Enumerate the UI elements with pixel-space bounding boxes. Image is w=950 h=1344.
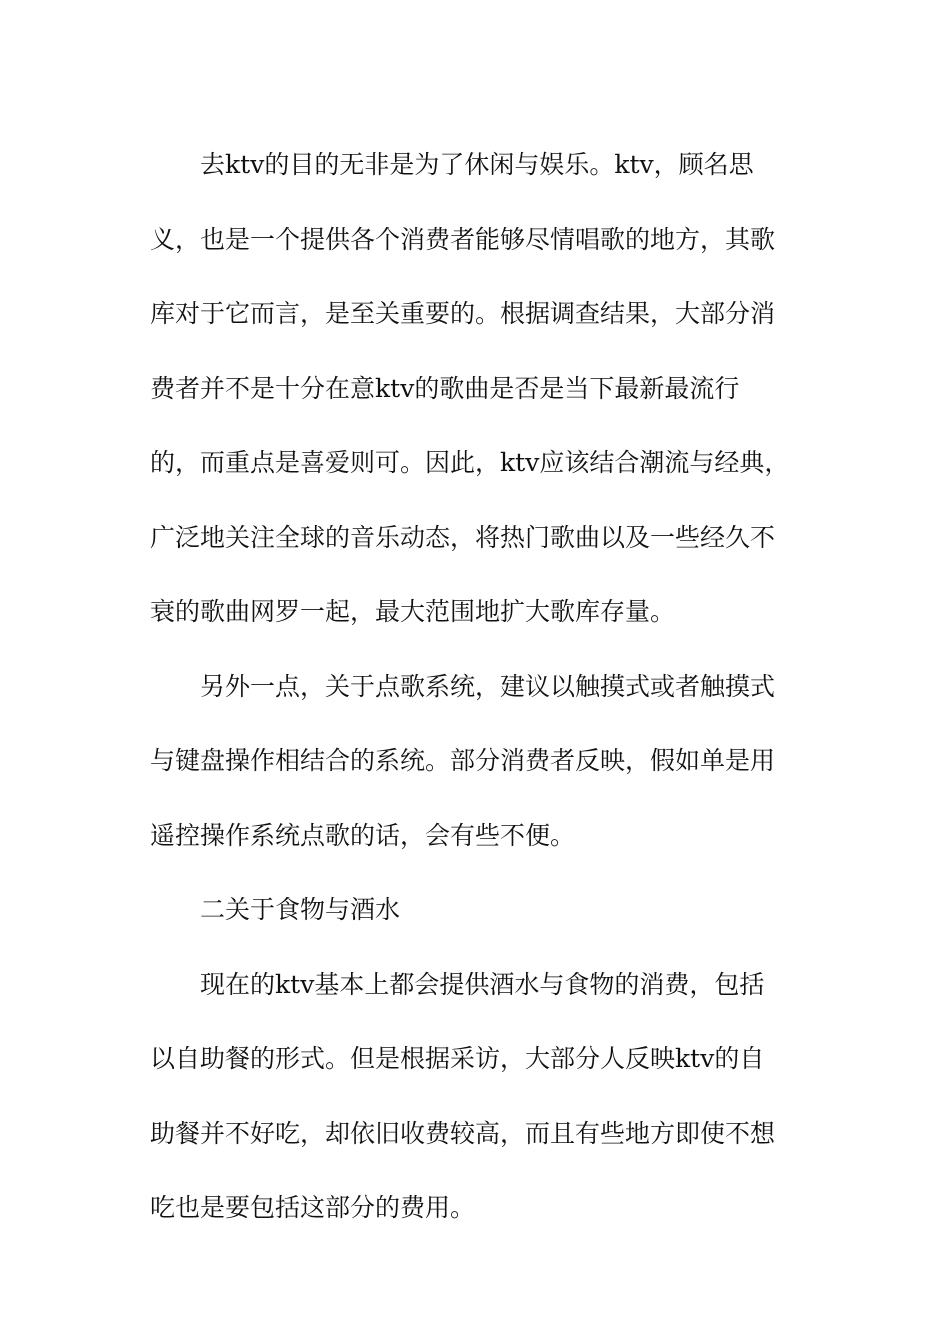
paragraph-line: 另外一点，关于点歌系统，建议以触摸式或者触摸式 bbox=[200, 671, 776, 701]
paragraph-1 bbox=[150, 128, 800, 650]
paragraph-line: 的，而重点是喜爱则可。因此，ktv应该结合潮流与经典， bbox=[150, 448, 790, 477]
paragraph-line: 以自助餐的形式。但是根据采访，大部分人反映ktv的自 bbox=[150, 1044, 765, 1073]
paragraph-line: 义，也是一个提供各个消费者能够尽情唱歌的地方，其歌 bbox=[150, 224, 776, 254]
paragraph-line: 现在的ktv基本上都会提供酒水与食物的消费，包括 bbox=[200, 969, 765, 999]
paragraph-3 bbox=[150, 948, 800, 1246]
paragraph-line: 与键盘操作相结合的系统。部分消费者反映，假如单是用 bbox=[150, 746, 776, 775]
paragraph-line: 助餐并不好吃，却依旧收费较高，而且有些地方即使不想 bbox=[150, 1118, 776, 1148]
paragraph-2 bbox=[150, 650, 800, 874]
paragraph-line: 衰的歌曲网罗一起，最大范围地扩大歌库存量。 bbox=[150, 597, 676, 626]
paragraph-line: 费者并不是十分在意ktv的歌曲是否是当下最新最流行 bbox=[150, 373, 740, 403]
paragraph-line: 库对于它而言，是至关重要的。根据调查结果，大部分消 bbox=[150, 299, 776, 328]
paragraph-line: 吃也是要包括这部分的费用。 bbox=[150, 1193, 476, 1222]
heading-line: 二关于食物与酒水 bbox=[200, 895, 401, 924]
paragraph-line: 遥控操作系统点歌的话，会有些不便。 bbox=[150, 820, 576, 850]
section-heading bbox=[150, 873, 800, 948]
document-body bbox=[150, 128, 800, 1246]
paragraph-line: 去ktv的目的无非是为了休闲与娱乐。ktv，顾名思 bbox=[200, 150, 754, 179]
paragraph-line: 广泛地关注全球的音乐动态，将热门歌曲以及一些经久不 bbox=[150, 522, 776, 552]
